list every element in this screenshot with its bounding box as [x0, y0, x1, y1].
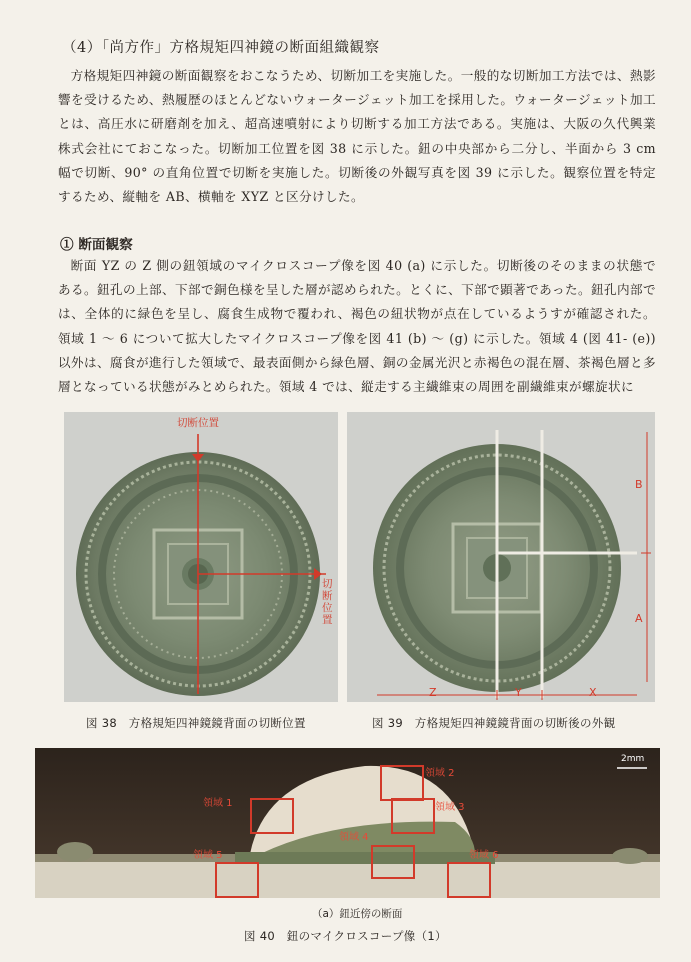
section-heading: （4）「尚方作」方格規矩四神鏡の断面組織観察: [62, 40, 380, 56]
intro-paragraph-text: 方格規矩四神鏡の断面観察をおこなうため、切断加工を実施した。一般的な切断加工方法では、熱影響を受けるため、熱履歴のほとんどないウォータージェット加工を採用した。ウォータージェット加工とは、高圧水に研磨剤を加え、超高速噴射により切断する加工方法である。実施は、大阪の久代興業株式会社にておこなった。切断加工位置を図 38 に示した。鈕の中央部から二分し、半面から 3 cm 幅で切断、90° の直角位置で切断を実施した。切断後の外観写真を図 39 に示した。観察位置を特定するため、縦軸を AB、横軸を XYZ と区分けした。: [58, 68, 656, 205]
axis-label-Y: Y: [515, 686, 522, 699]
figure-40-micrograph: [35, 748, 660, 898]
region-4-box: [371, 845, 415, 879]
cut-position-label-vertical: 切断位置: [177, 417, 219, 429]
region-4-label: 領域 4: [339, 832, 369, 843]
figure-39-caption: 図 39 方格規矩四神鏡鏡背面の切断後の外観: [372, 716, 616, 730]
figure-40-caption: 図 40 鈕のマイクロスコープ像（1）: [244, 929, 447, 943]
region-5-box: [215, 862, 259, 898]
scale-bar-label: 2mm: [621, 754, 645, 764]
observation-paragraph: [58, 254, 656, 399]
axis-label-A: A: [635, 612, 643, 625]
axis-label-Z: Z: [429, 686, 437, 699]
mirror-image-38: [64, 412, 338, 702]
mirror-image-39: [347, 412, 655, 702]
region-2-label: 領域 2: [425, 768, 455, 779]
region-3-box: [391, 798, 435, 834]
observation-paragraph-text: 断面 YZ の Z 側の鈕領域のマイクロスコープ像を図 40 (a) に示した。切断後のそのままの状態である。鈕孔の上部、下部で銅色様を呈した層が認められた。とくに、下部で顕著であった。鈕孔内部では、全体的に緑色を呈し、腐食生成物で覆われ、褐色の紐状物が点在しているようすが確認された。領域 1 ～ 6 について拡大したマイクロスコープ像を図 41 (b) ～ (g) に示した。領域 4 (図 41- (e)) 以外は、腐食が進行した領域で、最表面側から緑色層、銅の金属光沢と赤褐色の混在層、茶褐色層と多層となっている状態がみとめられた。領域 4 では、縦走する主繊維束の周囲を副繊維束が螺旋状に: [58, 258, 656, 395]
cut-position-label-horizontal: 切断位置: [322, 578, 333, 626]
region-1-box: [250, 798, 294, 834]
region-6-label: 領域 6: [469, 850, 499, 861]
subheading: ① 断面観察: [60, 237, 133, 253]
axis-label-X: X: [589, 686, 597, 699]
figure-40-sub-caption: （a）鈕近傍の断面: [312, 908, 403, 920]
region-3-label: 領域 3: [435, 802, 465, 813]
region-6-box: [447, 862, 491, 898]
intro-paragraph: [58, 64, 656, 209]
region-2-box: [380, 765, 424, 801]
region-1-label: 領域 1: [203, 798, 233, 809]
figure-38-caption: 図 38 方格規矩四神鏡鏡背面の切断位置: [86, 716, 306, 730]
figure-38-photo: [64, 412, 338, 702]
micrograph-image: [35, 748, 660, 898]
axis-label-B: B: [635, 478, 643, 491]
figure-39-photo: [347, 412, 655, 702]
region-5-label: 領域 5: [193, 850, 223, 861]
